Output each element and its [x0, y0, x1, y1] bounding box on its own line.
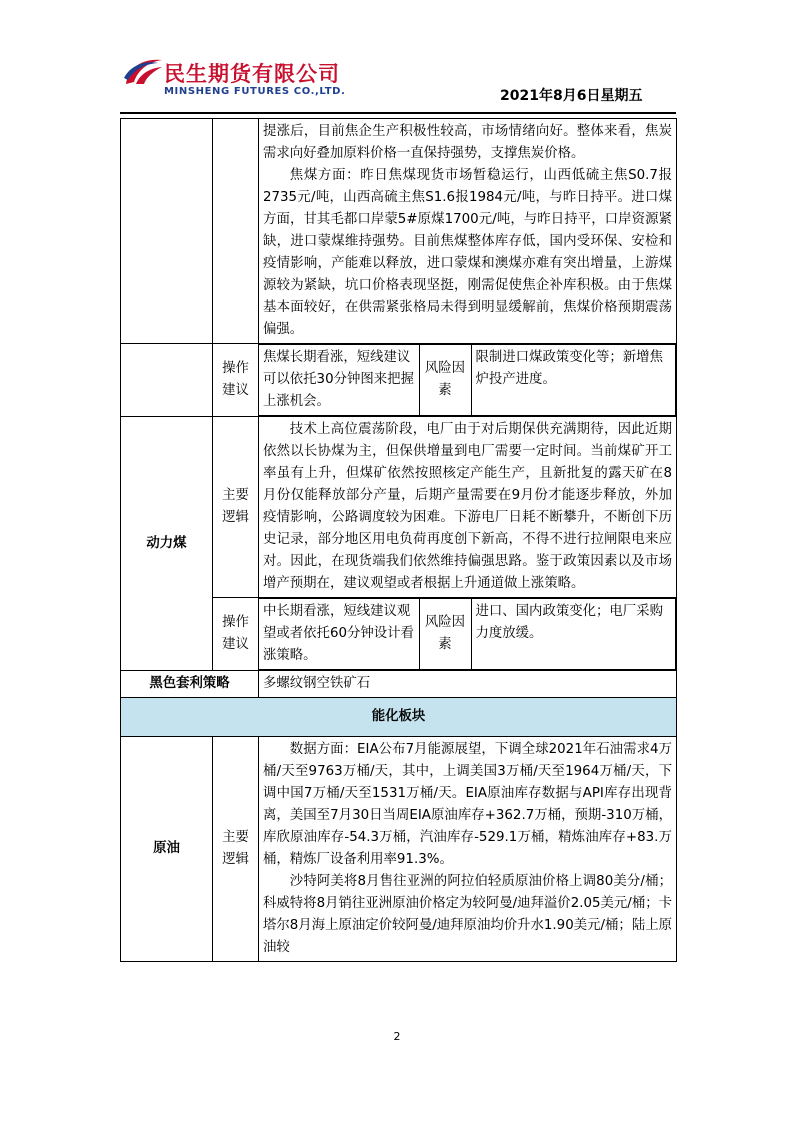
label-cell-empty [213, 119, 259, 344]
thermal-coal-main-logic: 技术上高位震荡阶段，电厂由于对后期保供充满期待，因此近期依然以长协煤为主，但保供增量到电厂需要一定时间。当前煤矿开工率虽有上升，但煤矿依然按照核定产能生产，且新批复的露天矿在8月份仅能释放部分产量，后期产量需要在9月份才能逐步释放，外加疫情影响，公路调度较为困难。下游电厂日耗不断攀升，不断创下历史记录，部分地区用电负荷再度创下新高，不得不进行拉闸限电来应对。因此，在现货端我们依然维持偏强思路。鉴于政策因素以及市场增产预期在，建议观望或者根据上升通道做上涨策略。 [263, 422, 672, 591]
report-date: 2021年8月6日星期五 [500, 88, 643, 104]
arbitrage-label: 黑色套利策略 [121, 671, 259, 698]
risk-label: 风险因素 [419, 345, 471, 416]
page-header [0, 0, 794, 115]
main-logic-label: 主要逻辑 [213, 417, 259, 598]
table-row-thermal-coal-logic [121, 417, 677, 598]
table-row-arbitrage [121, 671, 677, 698]
arbitrage-text: 多螺纹钢空铁矿石 [259, 671, 677, 698]
strategy-table [120, 118, 677, 962]
main-logic-label: 主要逻辑 [213, 737, 259, 962]
category-cell-empty [121, 119, 213, 344]
thermal-coal-risk-text: 进口、国内政策变化；电厂采购力度放缓。 [471, 599, 676, 670]
header-divider [120, 112, 676, 114]
crude-logic-paragraph-1: 数据方面：EIA公布7月能源展望，下调全球2021年石油需求4万桶/天至9763万桶/天，其中，上调美国3万桶/天至1964万桶/天，下调中国7万桶/天至1531万桶/天。EIA原油库存数据与API库存出现背离，美国至7月30日当周EIA原油库存+362.7万桶，预期-310万桶，库欣原油库存-54.3万桶，汽油库存-529.1万桶，精炼油库存+83.万桶，精炼厂设备利用率91.3%。 [263, 742, 672, 867]
table-row-coke-logic [121, 119, 677, 344]
risk-label: 风险因素 [419, 599, 471, 670]
thermal-coal-operation-text: 中长期看涨，短线建议观望或者依托60分钟设计看涨策略。 [259, 599, 419, 670]
operation-label: 操作建议 [213, 598, 259, 671]
coke-logic-paragraph-1: 提涨后，目前焦企生产积极性较高，市场情绪向好。整体来看，焦炭需求向好叠加原料价格一直保持强势，支撑焦炭价格。 [263, 124, 672, 161]
table-row-section-header [121, 698, 677, 737]
coke-risk-text: 限制进口煤政策变化等；新增焦炉投产进度。 [471, 345, 676, 416]
page-number: 2 [393, 1030, 401, 1043]
crude-logic-paragraph-2: 沙特阿美将8月售往亚洲的阿拉伯轻质原油价格上调80美分/桶；科威特将8月销往亚洲原油价格定为较阿曼/迪拜溢价2.05美元/桶；卡塔尔8月海上原油定价较阿曼/迪拜原油均价升水1.90美元/桶；陆上原油较 [263, 874, 672, 955]
company-logo-icon [122, 54, 164, 88]
company-name-en: MINSHENG FUTURES CO.,LTD. [164, 86, 346, 97]
category-thermal-coal: 动力煤 [121, 417, 213, 671]
category-crude-oil: 原油 [121, 737, 213, 962]
coke-logic-paragraph-2: 焦煤方面：昨日焦煤现货市场暂稳运行，山西低硫主焦S0.7报2735元/吨，山西高硫主焦S1.6报1984元/吨，与昨日持平。进口煤方面，甘其毛都口岸蒙5#原煤1700元/吨，与昨日持平，口岸资源紧缺，进口蒙煤维持强势。目前焦煤整体库存低，国内受环保、安检和疫情影响，产能难以释放，进口蒙煤和澳煤亦难有突出增量，上游煤源较为紧缺，坑口价格表现坚挺，刚需促使焦企补库积极。由于焦煤基本面较好，在供需紧张格局未得到明显缓解前，焦煤价格预期震荡偏强。 [263, 168, 672, 337]
coke-main-logic [259, 119, 677, 344]
company-name-cn: 民生期货有限公司 [164, 62, 340, 86]
table-row-coke-operation [121, 344, 677, 417]
operation-label: 操作建议 [213, 344, 259, 417]
coke-operation-text: 焦煤长期看涨，短线建议可以依托30分钟图来把握上涨机会。 [259, 345, 419, 416]
section-title-energy: 能化板块 [121, 698, 677, 737]
category-cell-empty [121, 344, 213, 417]
table-row-crude-logic [121, 737, 677, 962]
